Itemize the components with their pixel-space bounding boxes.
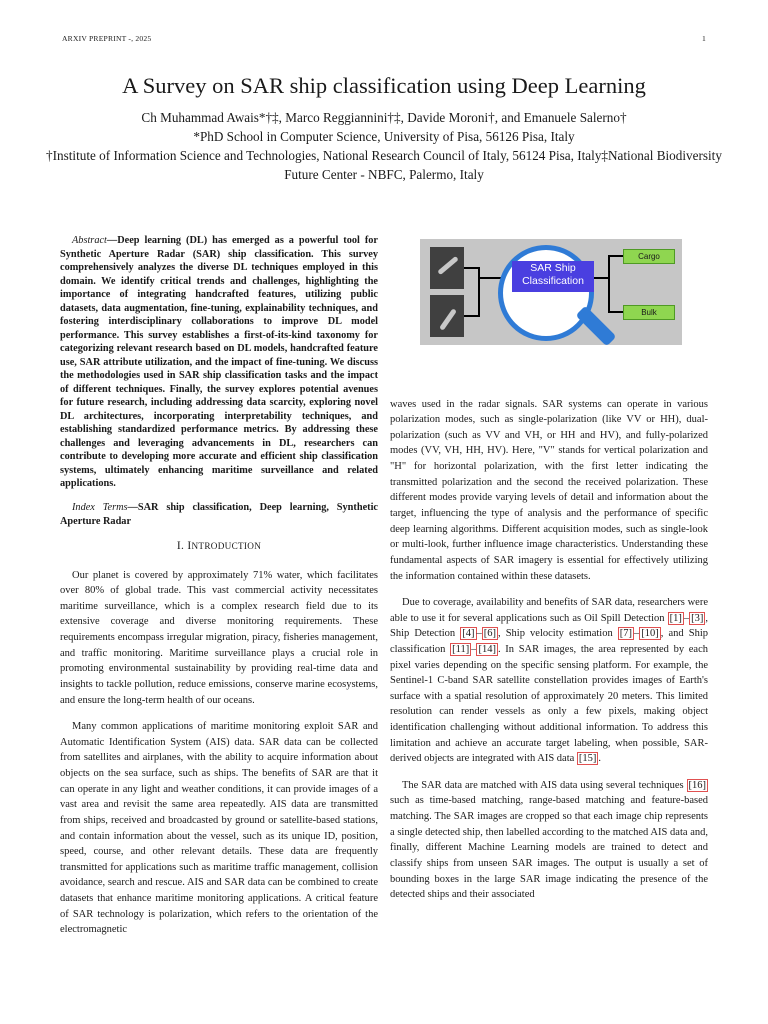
classification-figure	[420, 239, 682, 345]
sar-image-chip	[430, 295, 464, 337]
intro-text	[60, 557, 378, 949]
classifier-label: SAR Ship Classification	[512, 261, 594, 292]
right-column-text	[390, 386, 708, 913]
abstract-text: —Deep learning (DL) has emerged as a powerful tool for Synthetic Aperture Radar (SAR) ship classification. This survey comprehensively analyzes the diverse DL techniques employed in this domain. We identify critical trends and challenges, highlighting the importance of integrating handcrafted features, utilizing public datasets, data augmentation, fine-tuning, explainability techniques, and fostering interdisciplinary collaborations to improve DL model performance. This survey establishes a first-of-its-kind taxonomy for categorizing relevant research based on DL models, handcrafted feature use, SAR attribute utilization, and the impact of fine-tuning. We discuss the methodologies used in SAR ship classification tasks and the impact of different techniques. Finally, the survey explores potential avenues for future research, including addressing data scarcity, exploring novel DL architectures, incorporating interpretability techniques, and establishing standardized performance metrics. By addressing these challenges and leveraging advancements in DL, researchers can contribute to developing more accurate and efficient ship classification systems, ultimately enhancing maritime surveillance and related applications.	[60, 235, 378, 490]
output-class-cargo: Cargo	[623, 249, 675, 264]
index-terms-text: —SAR ship classification, Deep learning, Synthetic Aperture Radar	[60, 502, 378, 527]
citation-link[interactable]: [16]	[688, 779, 706, 791]
magnifier-icon	[498, 245, 594, 341]
affiliation-2: †Institute of Information Science and Technologies, National Research Council of Italy, 56124 Pisa, Italy‡National Biodiversity Future Center - NBFC, Palermo, Italy	[46, 148, 722, 182]
paragraph: Due to coverage, availability and benefits of SAR data, researchers were able to use it for several applications such as Oil Spill Detection [1] – [3] , Ship Detection [4] – [6] , Ship velocity estimation [7] – [10] , and Ship classification [11] – [14] . In SAR images, the area represented by each pixel varies depending on the specific sensing platform. For example, the Sentinel-1 C-band SAR satellite constellation provides images of Earth's surface with a spatial resolution of approximately 20 meters. This limited resolution can render vessels as only a few pixels, making object identification challenging without additional information. To address this limitation and achieve an accurate target labeling, when possible, SAR-derived objects are integrated with AIS data [15] .	[390, 596, 709, 765]
paragraph: Many common applications of maritime monitoring exploit SAR and Automatic Identification System (AIS) data. SAR data can be collected from satellites and airplanes, with the ability to acquire information about objects on the sea surface, such as ships. The benefits of SAR are that it can operate in any light and weather conditions, it can provide images of a vast area and revisit the same area repeatedly. AIS data are transmitted from ships, received and broadcasted by ground or satellite-based stations, and contain information about the vessel, such as its unique ID, position, speed, course, and other relevant details. These data are frequently transmitted for applications such as maritime traffic management, collision avoidance, search and rescue. AIS and SAR data can be combined to create datasets that enhance maritime monitoring applications. A critical feature of SAR technology is polarization, which refers to the orientation of the electromagnetic	[60, 720, 378, 936]
index-terms-label: Index Terms	[72, 502, 128, 514]
abstract-label: Abstract	[72, 235, 107, 247]
citation-link[interactable]: [4]	[462, 628, 475, 640]
author-names: Ch Muhammad Awais*†‡, Marco Reggiannini†‡, Davide Moroni†, and Emanuele Salerno†	[141, 110, 627, 125]
citation-link[interactable]: [11]	[452, 643, 470, 655]
abstract	[60, 224, 378, 538]
page-number: 1	[702, 34, 706, 43]
author-block	[40, 108, 728, 184]
paragraph: waves used in the radar signals. SAR systems can operate in various polarization modes, such as single-polarization (like VV or HH), dual-polarization (such as VV and VH, or HH and HV), and fully-polarized modes (VV, VH, HH, HV). Here, "V" stands for vertical polarization and "H" for horizontal polarization, with the first letter indicating the transmitted polarization and the second the received polarization. These different modes provide varying levels of detail and information about the target, influencing the type of analysis and the performance of specific deep learning algorithms. Different acquisition modes, such as single-look or multi-look, further influence image characteristics. Understanding these fundamental aspects of SAR imagery is essential for effectively utilizing the information contained within these datasets.	[390, 398, 708, 582]
header-journal: ARXIV PREPRINT -, 2025	[62, 34, 152, 43]
citation-link[interactable]: [1]	[669, 612, 682, 624]
citation-link[interactable]: [6]	[483, 628, 496, 640]
paper-title: A Survey on SAR ship classification using Deep Learning	[122, 73, 646, 98]
citation-link[interactable]: [15]	[578, 753, 597, 765]
citation-link[interactable]: [7]	[619, 628, 633, 640]
section-heading: I. INTRODUCTION	[176, 540, 262, 552]
paragraph: Our planet is covered by approximately 71% water, which facilitates over 80% of global trade. This vast commercial activity necessitates maritime surveillance, which is a complex research field due to its extensive coverage and diverse monitoring requirements. These requirements encompass irregular migration, piracy, fisheries management, and traffic monitoring. Maritime surveillance plays a crucial role in promoting environmental sustainability by providing real-time data and insights to tackle pollution, reduce emissions, conserve marine ecosystems, and ensure the long-term health of our oceans.	[60, 569, 378, 706]
citation-link[interactable]: [3]	[691, 612, 704, 624]
affiliation-1: *PhD School in Computer Science, University of Pisa, 56126 Pisa, Italy	[193, 129, 575, 144]
sar-image-chip	[430, 247, 464, 289]
paragraph: The SAR data are matched with AIS data using several techniques [16] such as time-based matching, range-based matching and feature-based matching. The SAR images are cropped so that each image chip represents a single detected ship, then labelled according to the matched AIS data and, finally, different Machine Learning models are trained to detect and classify ships from unseen SAR images. The output is usually a set of bounding boxes in the large SAR image indicating the presence of the detected ships and their associated	[390, 779, 708, 901]
citation-link[interactable]: [10]	[641, 628, 659, 640]
output-class-bulk: Bulk	[623, 305, 675, 320]
citation-link[interactable]: [14]	[478, 643, 496, 655]
page-header	[62, 34, 706, 46]
